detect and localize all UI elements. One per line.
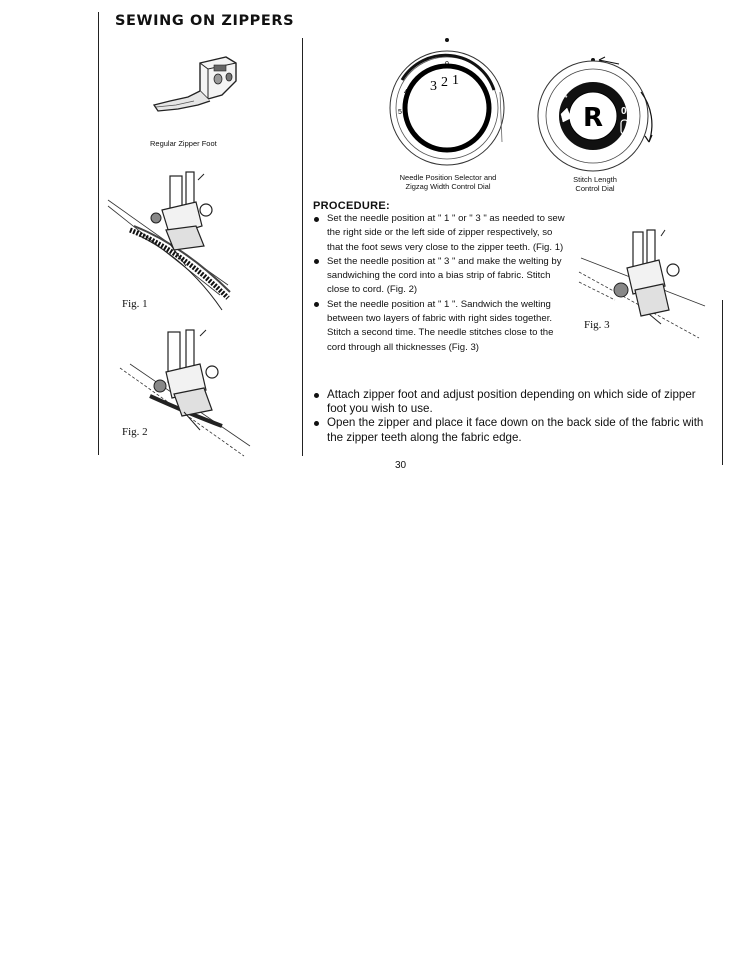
needle-dial-caption-line1: Needle Position Selector and: [399, 173, 497, 182]
procedure-step: Open the zipper and place it face down on the back side of the fabric with the zipper teeth along the fabric edge.: [312, 416, 712, 444]
needle-dial-caption: [378, 173, 518, 191]
needle-dial-number: 3: [430, 79, 437, 94]
right-border-line: [722, 300, 723, 465]
procedure-step: Set the needle position at " 1 " or " 3 " as needed to sew the right side or the left side of zipper respectively, so that the foot sews very close to the zipper teeth. (Fig. 1): [312, 212, 568, 255]
procedure-steps-small: [312, 212, 568, 355]
stitch-dial-caption-line2: Control Dial: [575, 184, 615, 193]
center-divider-line: [302, 38, 303, 456]
page-title: SEWING ON ZIPPERS: [115, 13, 295, 29]
fig2-illustration: [110, 328, 250, 458]
needle-dial-number: 2: [441, 75, 448, 90]
procedure-step: Set the needle position at " 1 ". Sandwich the welting between two layers of fabric with right sides together. Stitch a second time. The needle stitches close to the cord through all thicknesses (Fig. 3): [312, 298, 568, 355]
needle-position-dial: [390, 32, 520, 172]
zipper-foot-illustration: [148, 55, 248, 125]
stitch-dial-number: 1: [620, 89, 625, 98]
procedure-steps-large: [312, 388, 712, 445]
procedure-step: Set the needle position at " 3 " and make the welting by sandwiching the cord into a bias strip of fabric. Stitch close to cord. (Fig. 2): [312, 255, 568, 298]
stitch-dial-number: 2: [609, 75, 614, 84]
stitch-dial-center: R: [583, 103, 604, 133]
fig1-illustration: [100, 170, 240, 315]
needle-dial-number: 4: [404, 89, 408, 96]
needle-dial-number: 1: [452, 73, 459, 88]
procedure-heading: PROCEDURE:: [313, 200, 390, 212]
fig2-label: Fig. 2: [122, 426, 148, 438]
zipper-foot-caption: Regular Zipper Foot: [150, 139, 217, 148]
stitch-dial-number: 4: [563, 91, 568, 100]
stitch-dial-number: 3: [577, 73, 582, 82]
stitch-dial-caption: [550, 175, 640, 193]
fig1-label: Fig. 1: [122, 298, 148, 310]
fig3-label: Fig. 3: [584, 319, 610, 331]
needle-dial-number: 5: [398, 109, 402, 116]
left-border-line: [98, 12, 99, 455]
stitch-dial-number: 0: [621, 106, 627, 117]
stitch-dial-caption-line1: Stitch Length: [573, 175, 617, 184]
needle-dial-caption-line2: Zigzag Width Control Dial: [405, 182, 491, 191]
needle-dial-number: 0: [445, 61, 449, 68]
stitch-length-dial: [535, 52, 665, 177]
page-number: 30: [395, 460, 407, 471]
procedure-step: Attach zipper foot and adjust position depending on which side of zipper foot you wish to use.: [312, 388, 712, 416]
